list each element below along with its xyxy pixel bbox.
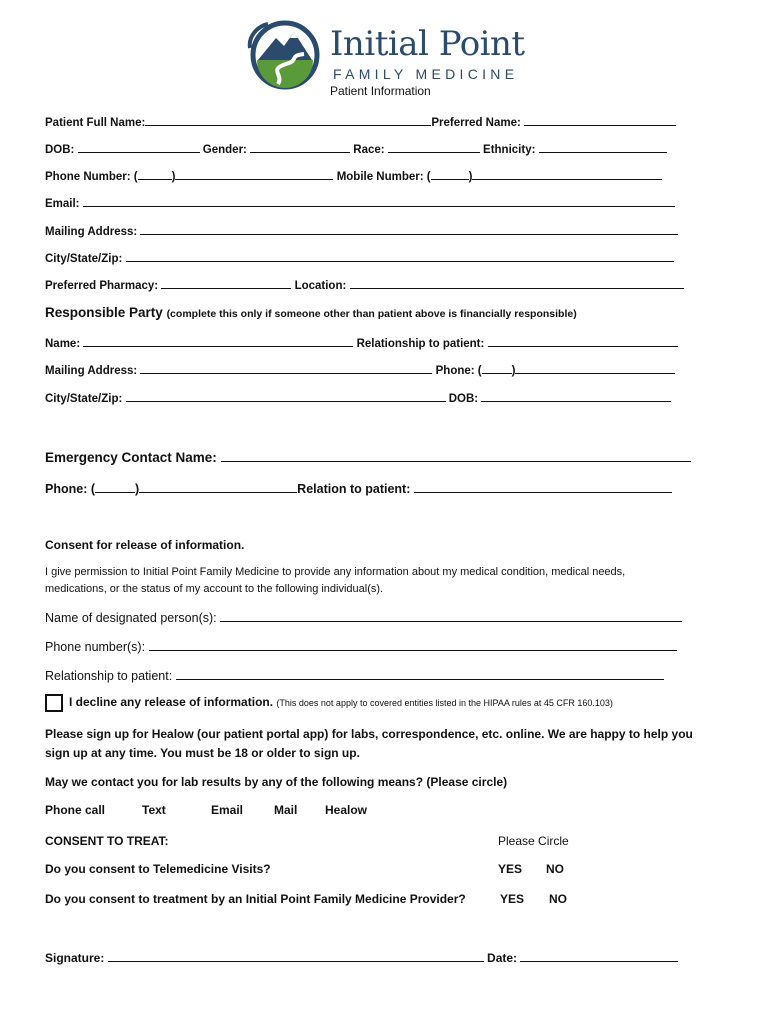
location-label: Location: [294, 280, 347, 292]
emergency-name-field[interactable] [221, 450, 691, 462]
telemedicine-no[interactable]: NO [546, 862, 564, 876]
resp-city-label: City/State/Zip: [45, 393, 123, 405]
mailing-label: Mailing Address: [45, 226, 138, 238]
logo-title: Initial Point [330, 24, 525, 64]
treatment-no[interactable]: NO [549, 892, 567, 906]
gender-label: Gender: [202, 144, 247, 156]
resp-name-label: Name: [45, 338, 81, 350]
preferred-name-field[interactable] [524, 114, 676, 126]
ethnicity-field[interactable] [539, 141, 667, 153]
pharmacy-label: Preferred Pharmacy: [45, 280, 159, 292]
contact-question: May we contact you for lab results by any of the following means? (Please circle) [45, 775, 508, 789]
ethnicity-label: Ethnicity: [483, 144, 536, 156]
city-field[interactable] [126, 250, 674, 262]
row-demographics [45, 141, 667, 156]
row-mailing [45, 223, 678, 238]
contact-option-mail[interactable]: Mail [274, 803, 298, 817]
city-label: City/State/Zip: [45, 253, 123, 265]
mobile-area-field[interactable] [431, 168, 469, 180]
resp-city-field[interactable] [126, 390, 446, 402]
consent-text-2: medications, or the status of my account to the following individual(s). [45, 583, 384, 595]
emergency-phone-area-field[interactable] [95, 481, 135, 493]
resp-name-field[interactable] [83, 335, 353, 347]
resp-mailing-field[interactable] [140, 362, 432, 374]
consent-heading: Consent for release of information. [45, 538, 245, 552]
row-emergency-phone: Phone: ( ) Relation to patient: [45, 481, 672, 496]
mobile-label: Mobile Number: ( [336, 171, 431, 183]
row-designated [45, 610, 682, 625]
treatment-question: Do you consent to treatment by an Initial Point Family Medicine Provider? [45, 892, 466, 906]
full-name-field[interactable] [145, 114, 431, 126]
row-decline [45, 694, 613, 712]
row-resp-mailing: Mailing Address: Phone: ( ) [45, 362, 675, 377]
resp-phone-field[interactable] [515, 362, 675, 374]
mailing-field[interactable] [140, 223, 678, 235]
telemedicine-question: Do you consent to Telemedicine Visits? [45, 862, 271, 876]
telemedicine-yes[interactable]: YES [498, 862, 523, 876]
consent-relationship-field[interactable] [176, 668, 664, 680]
race-field[interactable] [388, 141, 480, 153]
contact-option-text[interactable]: Text [142, 803, 166, 817]
row-resp-city [45, 390, 671, 405]
row-pharmacy [45, 277, 684, 292]
emergency-name-label: Emergency Contact Name: [45, 450, 217, 465]
location-field[interactable] [350, 277, 684, 289]
page-title: Patient Information [330, 84, 431, 98]
row-phones: Phone Number: ( ) Mobile Number: ( ) [45, 168, 662, 183]
responsible-heading [45, 305, 577, 320]
contact-option-phone[interactable]: Phone call [45, 803, 106, 817]
phone-area-field[interactable] [138, 168, 172, 180]
row-email [45, 195, 675, 210]
race-label: Race: [353, 144, 385, 156]
phone-field[interactable] [175, 168, 333, 180]
resp-dob-field[interactable] [481, 390, 671, 402]
row-consent-relationship [45, 668, 664, 683]
row-emergency-name [45, 450, 691, 465]
date-label: Date: [487, 951, 518, 965]
healow-line-1: Please sign up for Healow (our patient portal app) for labs, correspondence, etc. online. We are happy to help you [45, 727, 693, 741]
emergency-phone-label: Phone: ( [45, 482, 95, 496]
decline-note: (This does not apply to covered entities listed in the HIPAA rules at 45 CFR 160.103) [276, 698, 613, 709]
signature-label: Signature: [45, 951, 105, 965]
phone-numbers-label: Phone number(s): [45, 640, 146, 654]
mobile-field[interactable] [472, 168, 662, 180]
row-phone-numbers [45, 639, 677, 654]
responsible-title: Responsible Party [45, 305, 163, 320]
resp-phone-label: Phone: ( [435, 365, 482, 377]
decline-checkbox[interactable] [45, 694, 63, 712]
contact-option-healow[interactable]: Healow [325, 803, 368, 817]
resp-mailing-label: Mailing Address: [45, 365, 138, 377]
email-field[interactable] [83, 195, 675, 207]
healow-line-2: sign up at any time. You must be 18 or older to sign up. [45, 746, 360, 760]
resp-dob-label: DOB: [448, 393, 479, 405]
phone-label: Phone Number: ( [45, 171, 138, 183]
preferred-name-label: Preferred Name: [431, 117, 521, 129]
dob-label: DOB: [45, 144, 75, 156]
email-label: Email: [45, 198, 80, 210]
decline-label: I decline any release of information. [69, 695, 274, 710]
row-patient-name [45, 114, 676, 129]
please-circle-label: Please Circle [498, 834, 569, 848]
phone-numbers-field[interactable] [149, 639, 677, 651]
contact-option-email[interactable]: Email [211, 803, 244, 817]
row-city [45, 250, 674, 265]
resp-relationship-label: Relationship to patient: [356, 338, 485, 350]
resp-phone-area-field[interactable] [482, 362, 512, 374]
responsible-note: (complete this only if someone other than patient above is financially responsible) [166, 308, 577, 320]
row-resp-name [45, 335, 678, 350]
row-signature [45, 950, 678, 965]
date-field[interactable] [520, 950, 678, 962]
dob-field[interactable] [78, 141, 200, 153]
designated-field[interactable] [220, 610, 682, 622]
emergency-relation-field[interactable] [414, 481, 672, 493]
logo-subtitle: FAMILY MEDICINE [333, 66, 519, 82]
gender-field[interactable] [250, 141, 350, 153]
resp-relationship-field[interactable] [488, 335, 678, 347]
logo [244, 18, 534, 90]
treat-heading: CONSENT TO TREAT: [45, 834, 169, 848]
designated-label: Name of designated person(s): [45, 611, 217, 625]
emergency-relation-label: Relation to patient: [297, 482, 411, 496]
treatment-yes[interactable]: YES [500, 892, 525, 906]
pharmacy-field[interactable] [161, 277, 291, 289]
full-name-label: Patient Full Name: [45, 117, 146, 129]
signature-field[interactable] [108, 950, 484, 962]
emergency-phone-field[interactable] [139, 481, 297, 493]
consent-text-1: I give permission to Initial Point Family Medicine to provide any information about my medical condition, medical needs, [45, 566, 626, 578]
mountain-logo-icon [244, 18, 326, 90]
consent-relationship-label: Relationship to patient: [45, 669, 173, 683]
